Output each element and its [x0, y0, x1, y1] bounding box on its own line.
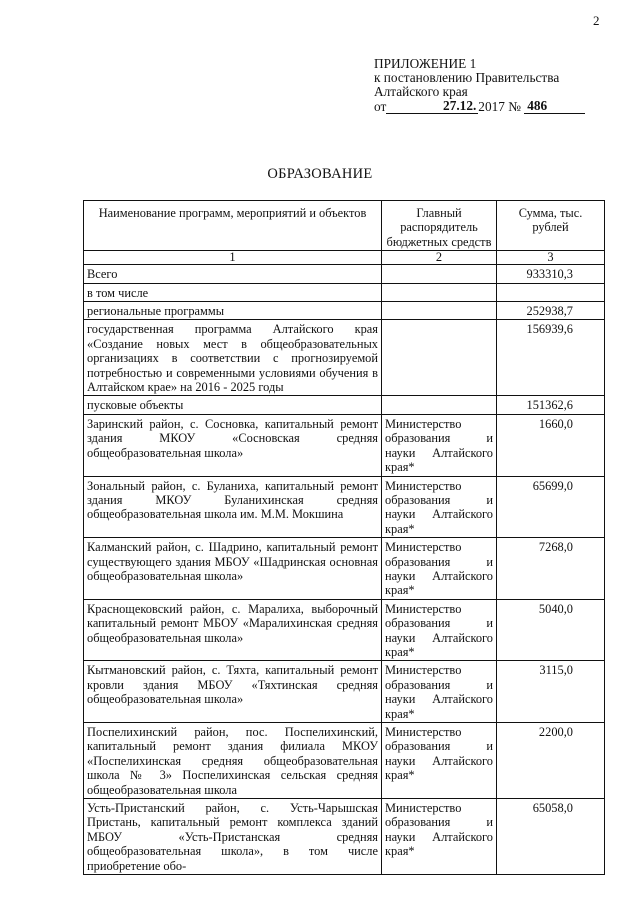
row-amount-cell: 3115,0 [497, 661, 605, 723]
table-body [84, 265, 605, 875]
year-text: 2017 № [478, 99, 521, 114]
row-responsible-cell [382, 283, 497, 301]
row-name-cell: Поспелихинский район, пос. Поспелихинский, капитальный ремонт здания филиала МКОУ «Поспелихинская средняя общеобразовательная школа № 3» Поспелихинская сельская средняя общеобразовательная школа [84, 723, 382, 799]
row-amount-cell: 7268,0 [497, 538, 605, 600]
date-value: 27.12. [386, 99, 478, 114]
table-row [84, 538, 605, 600]
row-name-cell: Зональный район, с. Буланиха, капитальный ремонт здания МКОУ Буланихинская средняя общеобразовательная школа им. М.М. Мокшина [84, 476, 382, 538]
table-row [84, 799, 605, 875]
row-responsible-cell: Министерство образования и науки Алтайского края* [382, 476, 497, 538]
row-amount-cell: 65058,0 [497, 799, 605, 875]
row-amount-cell: 65699,0 [497, 476, 605, 538]
appendix-region: Алтайского края [374, 84, 468, 99]
row-responsible-cell: Министерство образования и науки Алтайского края* [382, 599, 497, 661]
appendix-decree: к постановлению Правительства [374, 70, 560, 85]
page-number: 2 [593, 13, 600, 28]
row-amount-cell: 933310,3 [497, 265, 605, 283]
row-amount-cell: 2200,0 [497, 723, 605, 799]
table-row [84, 661, 605, 723]
row-responsible-cell [382, 302, 497, 320]
appendix-date-line [374, 99, 585, 114]
budget-table [83, 200, 605, 875]
table-row [84, 283, 605, 301]
row-responsible-cell [382, 265, 497, 283]
row-name-cell: в том числе [84, 283, 382, 301]
row-amount-cell: 252938,7 [497, 302, 605, 320]
row-amount-cell: 156939,6 [497, 320, 605, 396]
row-name-cell: региональные программы [84, 302, 382, 320]
appendix-block [374, 57, 585, 114]
header-amount: Сумма, тыс. рублей [497, 201, 605, 251]
column-number: 2 [382, 251, 497, 265]
appendix-title: ПРИЛОЖЕНИЕ 1 [374, 56, 477, 71]
row-amount-cell [497, 283, 605, 301]
table-header-row [84, 201, 605, 251]
row-name-cell: Калманский район, с. Шадрино, капитальный ремонт существующего здания МБОУ «Шадринская основная общеобразовательная школа» [84, 538, 382, 600]
row-responsible-cell: Министерство образования и науки Алтайского края* [382, 414, 497, 476]
column-number: 3 [497, 251, 605, 265]
decree-number: 486 [524, 99, 585, 114]
table-row [84, 414, 605, 476]
header-name: Наименование программ, мероприятий и объектов [84, 201, 382, 251]
table-row [84, 265, 605, 283]
row-name-cell: Кытмановский район, с. Тяхта, капитальный ремонт кровли здания МБОУ «Тяхтинская средняя общеобразовательная школа» [84, 661, 382, 723]
row-responsible-cell [382, 320, 497, 396]
row-amount-cell: 151362,6 [497, 396, 605, 414]
date-prefix: от [374, 99, 387, 114]
table-row [84, 599, 605, 661]
header-responsible: Главный распорядитель бюджетных средств [382, 201, 497, 251]
row-name-cell: Краснощековский район, с. Маралиха, выборочный капитальный ремонт МБОУ «Маралихинская средняя общеобразовательная школа» [84, 599, 382, 661]
row-name-cell: пусковые объекты [84, 396, 382, 414]
row-amount-cell: 5040,0 [497, 599, 605, 661]
table-row [84, 396, 605, 414]
row-responsible-cell: Министерство образования и науки Алтайского края* [382, 799, 497, 875]
column-number-row [84, 251, 605, 265]
column-number: 1 [84, 251, 382, 265]
row-name-cell: государственная программа Алтайского края «Создание новых мест в общеобразовательных организациях в соответствии с прогнозируемой потребностью и современными условиями обучения в Алтайском крае» на 2016 - 2025 годы [84, 320, 382, 396]
row-responsible-cell: Министерство образования и науки Алтайского края* [382, 538, 497, 600]
table-row [84, 476, 605, 538]
row-name-cell: Заринский район, с. Сосновка, капитальный ремонт здания МКОУ «Сосновская средняя общеобразовательная школа» [84, 414, 382, 476]
row-amount-cell: 1660,0 [497, 414, 605, 476]
row-name-cell: Усть-Пристанский район, с. Усть-Чарышская Пристань, капитальный ремонт комплекса зданий МБОУ «Усть-Пристанская средняя общеобразовательная школа», в том числе приобретение обо- [84, 799, 382, 875]
table-row [84, 302, 605, 320]
row-responsible-cell: Министерство образования и науки Алтайского края* [382, 661, 497, 723]
row-name-cell: Всего [84, 265, 382, 283]
row-responsible-cell: Министерство образования и науки Алтайского края* [382, 723, 497, 799]
table-row [84, 723, 605, 799]
section-title: ОБРАЗОВАНИЕ [267, 166, 373, 182]
table-row [84, 320, 605, 396]
row-responsible-cell [382, 396, 497, 414]
